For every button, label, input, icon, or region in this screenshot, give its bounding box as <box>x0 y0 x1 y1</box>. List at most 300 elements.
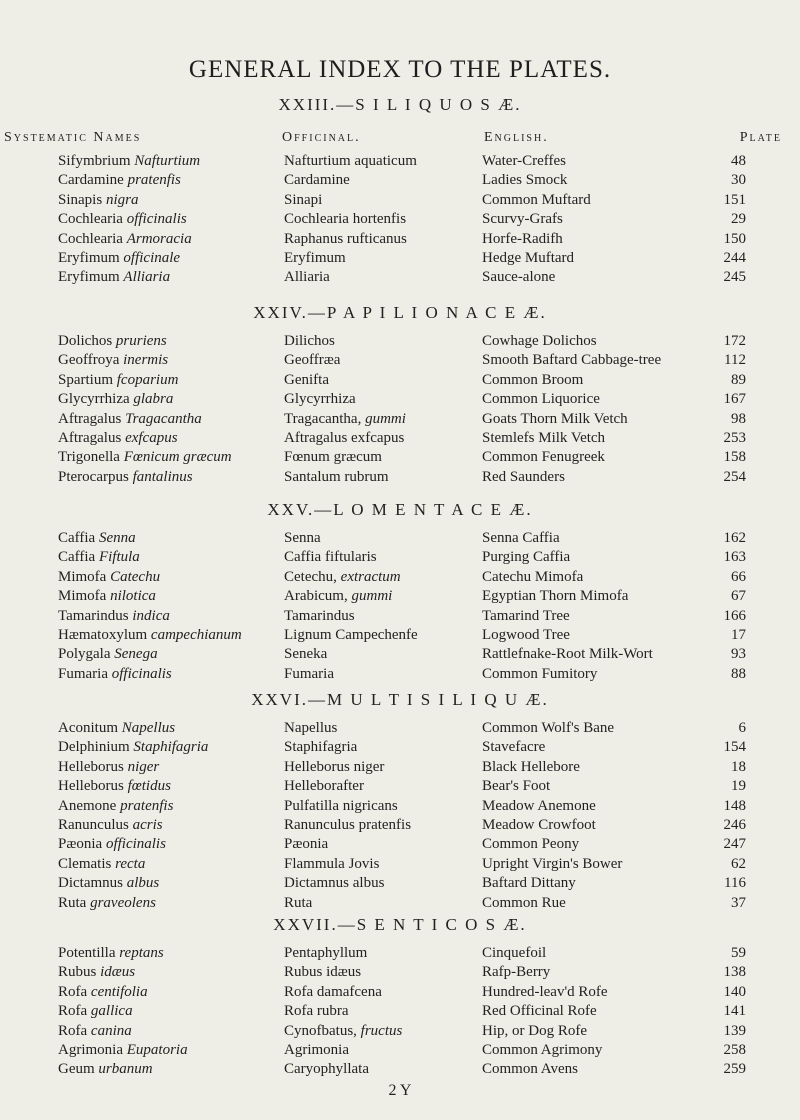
genus: Dolichos <box>58 333 113 349</box>
systematic-name <box>58 569 160 586</box>
species: canina <box>90 1022 132 1039</box>
english-name: Common Agrimony <box>482 1042 603 1058</box>
index-row <box>0 1023 800 1042</box>
systematic-name <box>58 856 145 873</box>
species: indica <box>132 607 170 624</box>
index-row <box>0 172 800 191</box>
species: glabra <box>133 391 174 408</box>
plate-number: 6 <box>738 720 746 736</box>
section-heading: XXIV.—P A P I L I O N A C E Æ. <box>253 303 547 322</box>
english-name: Scurvy-Grafs <box>482 211 563 228</box>
systematic-name <box>58 875 159 892</box>
section-heading: XXVI.—M U L T I S I L I Q U Æ. <box>251 690 549 709</box>
species: Alliaria <box>123 269 171 286</box>
systematic-name <box>58 333 167 350</box>
systematic-name <box>58 836 166 853</box>
signature-mark: 2 Y <box>388 1082 412 1099</box>
officinal-name <box>284 1061 369 1078</box>
officinal-main: Helleborafter <box>284 778 364 795</box>
plate-number: 154 <box>723 739 746 756</box>
species: urbanum <box>98 1061 153 1078</box>
genus: Hæmatoxylum <box>58 627 148 643</box>
genus: Helleborus <box>58 758 124 775</box>
index-row <box>0 549 800 568</box>
index-row <box>0 530 800 549</box>
column-header-officinal: Officinal. <box>282 130 361 145</box>
index-row <box>0 739 800 758</box>
english-name: Black Hellebore <box>482 758 580 775</box>
officinal-main: Cynofbatus, <box>284 1022 357 1039</box>
species: Armoracia <box>126 230 192 247</box>
index-row <box>0 231 800 250</box>
plate-number: 17 <box>731 627 746 643</box>
systematic-name <box>58 192 138 209</box>
systematic-name <box>58 964 135 981</box>
genus: Rofa <box>58 1003 88 1020</box>
english-name: Logwood Tree <box>482 627 570 643</box>
officinal-name <box>284 372 329 389</box>
species: inermis <box>123 352 169 369</box>
officinal-name <box>284 608 355 625</box>
species: idæus <box>100 964 136 981</box>
officinal-name <box>284 333 335 350</box>
systematic-name <box>58 250 180 267</box>
officinal-main: Napellus <box>284 720 338 736</box>
officinal-main: Cetechu, <box>284 568 337 585</box>
officinal-main: Alliaria <box>284 269 330 286</box>
plate-number: 138 <box>723 964 746 981</box>
systematic-name <box>58 666 172 683</box>
english-name: Upright Virgin's Bower <box>482 855 623 872</box>
officinal-main: Arabicum, <box>284 588 348 605</box>
english-name: Common Broom <box>482 371 584 388</box>
plate-number: 66 <box>731 568 746 585</box>
officinal-main: Fumaria <box>284 665 334 682</box>
systematic-name <box>58 469 193 486</box>
officinal-name <box>284 411 406 428</box>
index-row <box>0 798 800 817</box>
plate-number: 98 <box>731 410 746 427</box>
officinal-main: Raphanus rufticanus <box>284 230 407 247</box>
officinal-name <box>284 530 321 547</box>
officinal-main: Geoffræa <box>284 352 341 369</box>
species: Fœnicum græcum <box>123 449 232 466</box>
systematic-name <box>58 430 178 447</box>
species: officinale <box>123 250 181 266</box>
plate-number: 48 <box>731 153 746 169</box>
english-name: Common Fenugreek <box>482 449 605 466</box>
officinal-name <box>284 153 417 170</box>
species: fantalinus <box>132 468 193 485</box>
systematic-name <box>58 588 156 605</box>
systematic-name <box>58 391 173 408</box>
plate-number: 148 <box>723 797 746 814</box>
systematic-name <box>58 720 175 737</box>
index-row <box>0 430 800 449</box>
english-name: Cinquefoil <box>482 945 547 961</box>
officinal-name <box>284 945 367 962</box>
genus: Geoffroya <box>58 352 120 369</box>
systematic-name <box>58 172 181 189</box>
officinal-main: Dilichos <box>284 333 335 349</box>
species: Napellus <box>121 720 176 736</box>
officinal-name <box>284 964 361 981</box>
column-header-english: English. <box>484 130 549 145</box>
plate-number: 140 <box>723 983 746 1000</box>
genus: Aconitum <box>58 720 118 736</box>
officinal-main: Flammula Jovis <box>284 855 380 872</box>
officinal-name <box>284 250 346 267</box>
english-name: Smooth Baftard Cabbage-tree <box>482 352 662 369</box>
index-row <box>0 569 800 588</box>
species: Fiftula <box>98 549 140 566</box>
index-row <box>0 945 800 964</box>
species: centifolia <box>90 983 148 1000</box>
index-row <box>0 608 800 627</box>
genus: Mimofa <box>58 568 107 585</box>
officinal-main: Seneka <box>284 646 328 663</box>
officinal-main: Pæonia <box>284 836 329 853</box>
officinal-name <box>284 449 382 466</box>
english-name: Common Muftard <box>482 191 591 208</box>
officinal-main: Pulfatilla nigricans <box>284 797 398 814</box>
officinal-main: Ranunculus pratenfis <box>284 817 412 833</box>
english-name: Meadow Crowfoot <box>482 817 596 833</box>
index-row <box>0 211 800 230</box>
index-row <box>0 1042 800 1061</box>
plate-number: 88 <box>731 665 746 682</box>
species: Senega <box>114 646 158 663</box>
systematic-name <box>58 895 156 912</box>
index-row <box>0 411 800 430</box>
genus: Eryfimum <box>58 250 120 266</box>
species: pratenfis <box>120 797 174 814</box>
officinal-main: Tragacantha, <box>284 410 362 427</box>
column-header-plate: Plate <box>739 130 782 145</box>
systematic-name <box>58 817 163 834</box>
index-row <box>0 469 800 488</box>
officinal-main: Santalum rubrum <box>284 468 389 485</box>
officinal-name <box>284 231 407 248</box>
officinal-name <box>284 778 364 795</box>
officinal-name <box>284 817 411 834</box>
plate-number: 93 <box>731 646 746 663</box>
systematic-name <box>58 269 170 286</box>
genus: Polygala <box>58 646 111 663</box>
officinal-name <box>284 269 330 286</box>
species: reptans <box>119 945 164 961</box>
officinal-name <box>284 836 328 853</box>
systematic-name <box>58 549 140 566</box>
english-name: Common Fumitory <box>482 665 598 682</box>
officinal-name <box>284 588 392 605</box>
genus: Rofa <box>58 983 88 1000</box>
officinal-main: Cardamine <box>284 172 350 189</box>
index-row <box>0 720 800 739</box>
officinal-name <box>284 211 406 228</box>
species: niger <box>127 758 160 775</box>
english-name: Purging Caffia <box>482 549 571 566</box>
species: Eupatoria <box>126 1042 188 1058</box>
genus: Cardamine <box>58 172 124 189</box>
genus: Ranunculus <box>58 817 129 833</box>
english-name: Meadow Anemone <box>482 797 596 814</box>
english-name: Water-Creffes <box>482 153 567 169</box>
english-name: Catechu Mimofa <box>482 568 584 585</box>
english-name: Hundred-leav'd Rofe <box>482 983 608 1000</box>
genus: Dictamnus <box>58 875 123 892</box>
species: officinalis <box>105 836 166 853</box>
officinal-name <box>284 1023 402 1040</box>
index-row <box>0 875 800 894</box>
officinal-name <box>284 391 356 408</box>
systematic-name <box>58 627 242 644</box>
page-title: GENERAL INDEX TO THE PLATES. <box>188 56 612 83</box>
officinal-name <box>284 720 337 737</box>
genus: Trigonella <box>58 449 120 466</box>
officinal-main: Aftragalus exfcapus <box>284 430 405 446</box>
officinal-main: Rofa damafcena <box>284 983 382 1000</box>
plate-number: 245 <box>723 269 746 286</box>
genus: Rubus <box>58 964 97 981</box>
genus: Caffia <box>58 530 96 546</box>
systematic-name <box>58 646 158 663</box>
genus: Aftragalus <box>58 410 122 427</box>
systematic-name <box>58 1061 153 1078</box>
index-row <box>0 250 800 269</box>
officinal-name <box>284 875 384 892</box>
species: campechianum <box>150 627 242 643</box>
genus: Potentilla <box>58 945 116 961</box>
genus: Delphinium <box>58 739 130 756</box>
officinal-name <box>284 895 312 912</box>
officinal-name <box>284 856 379 873</box>
officinal-name <box>284 469 389 486</box>
plate-number: 59 <box>731 945 746 961</box>
plate-number: 254 <box>723 468 746 485</box>
english-name: Rattlefnake-Root Milk-Wort <box>482 646 653 663</box>
officinal-name <box>284 549 377 566</box>
systematic-name <box>58 608 170 625</box>
species: nilotica <box>110 588 156 605</box>
index-row <box>0 192 800 211</box>
systematic-name <box>58 411 202 428</box>
officinal-main: Eryfimum <box>284 250 346 266</box>
index-row <box>0 817 800 836</box>
officinal-name <box>284 666 334 683</box>
officinal-main: Pentaphyllum <box>284 945 368 961</box>
officinal-main: Cochlearia hortenfis <box>284 211 407 228</box>
plate-number: 247 <box>723 836 746 853</box>
officinal-part: gummi <box>365 410 406 427</box>
plate-number: 244 <box>723 250 746 266</box>
officinal-name <box>284 627 418 644</box>
english-name: Hedge Muftard <box>482 250 575 266</box>
systematic-name <box>58 759 159 776</box>
plate-number: 139 <box>723 1022 746 1039</box>
plate-number: 246 <box>723 817 746 833</box>
officinal-name <box>284 172 350 189</box>
genus: Agrimonia <box>58 1042 123 1058</box>
systematic-name <box>58 530 136 547</box>
english-name: Baftard Dittany <box>482 875 576 892</box>
index-row <box>0 1061 800 1080</box>
officinal-main: Rofa rubra <box>284 1003 349 1020</box>
plate-number: 112 <box>724 352 746 369</box>
systematic-name <box>58 1003 133 1020</box>
plate-number: 158 <box>723 449 746 466</box>
genus: Pæonia <box>58 836 103 853</box>
plate-number: 18 <box>731 758 746 775</box>
english-name: Sauce-alone <box>482 269 556 286</box>
english-name: Rafp-Berry <box>482 964 551 981</box>
officinal-main: Nafturtium aquaticum <box>284 153 417 169</box>
english-name: Stemlefs Milk Vetch <box>482 430 606 446</box>
officinal-part: fructus <box>360 1022 403 1039</box>
species: officinalis <box>111 665 172 682</box>
systematic-name <box>58 984 148 1001</box>
officinal-name <box>284 430 404 447</box>
officinal-main: Glycyrrhiza <box>284 391 356 408</box>
plate-number: 67 <box>731 588 746 605</box>
officinal-name <box>284 569 401 586</box>
species: Tragacantha <box>125 410 202 427</box>
officinal-name <box>284 1042 349 1059</box>
officinal-name <box>284 739 357 756</box>
index-row <box>0 964 800 983</box>
officinal-part: gummi <box>351 588 393 605</box>
genus: Cochlearia <box>58 211 123 228</box>
english-name: Common Wolf's Bane <box>482 720 615 736</box>
officinal-main: Ruta <box>284 894 313 911</box>
genus: Aftragalus <box>58 430 122 446</box>
plate-number: 163 <box>723 549 746 566</box>
species: pratenfis <box>127 172 181 189</box>
officinal-main: Staphifagria <box>284 739 358 756</box>
systematic-name <box>58 352 168 369</box>
officinal-main: Sinapi <box>284 191 323 208</box>
plate-number: 62 <box>731 855 746 872</box>
plate-number: 167 <box>723 391 746 408</box>
plate-number: 116 <box>724 875 746 892</box>
officinal-main: Senna <box>284 530 321 546</box>
systematic-name <box>58 449 232 466</box>
genus: Geum <box>58 1061 95 1078</box>
plate-number: 172 <box>723 333 746 349</box>
plate-number: 29 <box>731 211 746 228</box>
genus: Glycyrrhiza <box>58 391 130 408</box>
index-row <box>0 372 800 391</box>
plate-number: 151 <box>723 191 746 208</box>
officinal-name <box>284 646 327 663</box>
species: Senna <box>98 530 136 546</box>
officinal-main: Rubus idæus <box>284 964 362 981</box>
systematic-name <box>58 778 171 795</box>
english-name: Common Liquorice <box>482 391 600 408</box>
species: albus <box>126 875 160 892</box>
species: fœtidus <box>127 778 171 795</box>
officinal-main: Helleborus niger <box>284 758 385 775</box>
systematic-name <box>58 1023 132 1040</box>
officinal-main: Agrimonia <box>284 1042 349 1058</box>
genus: Ruta <box>58 894 87 911</box>
genus: Sinapis <box>58 191 103 208</box>
species: Staphifagria <box>133 739 209 756</box>
species: acris <box>132 817 163 833</box>
index-row <box>0 391 800 410</box>
genus: Mimofa <box>58 588 107 605</box>
column-header-systematic: Systematic Names <box>4 130 142 145</box>
species: officinalis <box>126 211 187 228</box>
genus: Sifymbrium <box>58 153 131 169</box>
index-row <box>0 333 800 352</box>
plate-number: 89 <box>731 371 746 388</box>
systematic-name <box>58 798 173 815</box>
genus: Anemone <box>58 797 117 814</box>
systematic-name <box>58 231 192 248</box>
index-row <box>0 646 800 665</box>
plate-number: 253 <box>723 430 746 446</box>
plate-number: 30 <box>731 172 746 189</box>
english-name: Tamarind Tree <box>482 607 570 624</box>
index-row <box>0 666 800 685</box>
index-row <box>0 269 800 288</box>
english-name: Common Avens <box>482 1061 578 1078</box>
officinal-name <box>284 352 340 369</box>
genus: Spartium <box>58 371 113 388</box>
genus: Pterocarpus <box>58 468 129 485</box>
section-heading: XXIII.—S I L I Q U O S Æ. <box>278 95 522 114</box>
english-name: Goats Thorn Milk Vetch <box>482 410 628 427</box>
section-heading: XXV.—L O M E N T A C E Æ. <box>267 500 533 519</box>
index-row <box>0 352 800 371</box>
officinal-name <box>284 984 382 1001</box>
plate-number: 150 <box>723 230 746 247</box>
species: gallica <box>90 1003 133 1020</box>
english-name: Hip, or Dog Rofe <box>482 1022 587 1039</box>
systematic-name <box>58 1042 188 1059</box>
index-row <box>0 856 800 875</box>
genus: Fumaria <box>58 665 108 682</box>
english-name: Egyptian Thorn Mimofa <box>482 588 629 605</box>
index-row <box>0 836 800 855</box>
species: nigra <box>105 191 139 208</box>
index-row <box>0 984 800 1003</box>
officinal-main: Caryophyllata <box>284 1061 369 1078</box>
systematic-name <box>58 372 178 389</box>
species: pruriens <box>115 333 167 349</box>
genus: Clematis <box>58 855 112 872</box>
species: fcoparium <box>116 371 179 388</box>
index-row <box>0 759 800 778</box>
english-name: Stavefacre <box>482 739 546 756</box>
officinal-name <box>284 192 322 209</box>
section-heading: XXVII.—S E N T I C O S Æ. <box>273 915 527 934</box>
english-name: Ladies Smock <box>482 172 568 189</box>
plate-number: 141 <box>723 1003 746 1020</box>
systematic-name <box>58 945 164 962</box>
english-name: Common Peony <box>482 836 580 853</box>
index-row <box>0 778 800 797</box>
index-row <box>0 588 800 607</box>
officinal-main: Fœnum græcum <box>284 449 382 466</box>
index-row <box>0 895 800 914</box>
english-name: Cowhage Dolichos <box>482 333 597 349</box>
plate-number: 258 <box>723 1042 746 1058</box>
index-row <box>0 1003 800 1022</box>
plate-number: 19 <box>731 778 746 795</box>
english-name: Senna Caffia <box>482 530 560 546</box>
